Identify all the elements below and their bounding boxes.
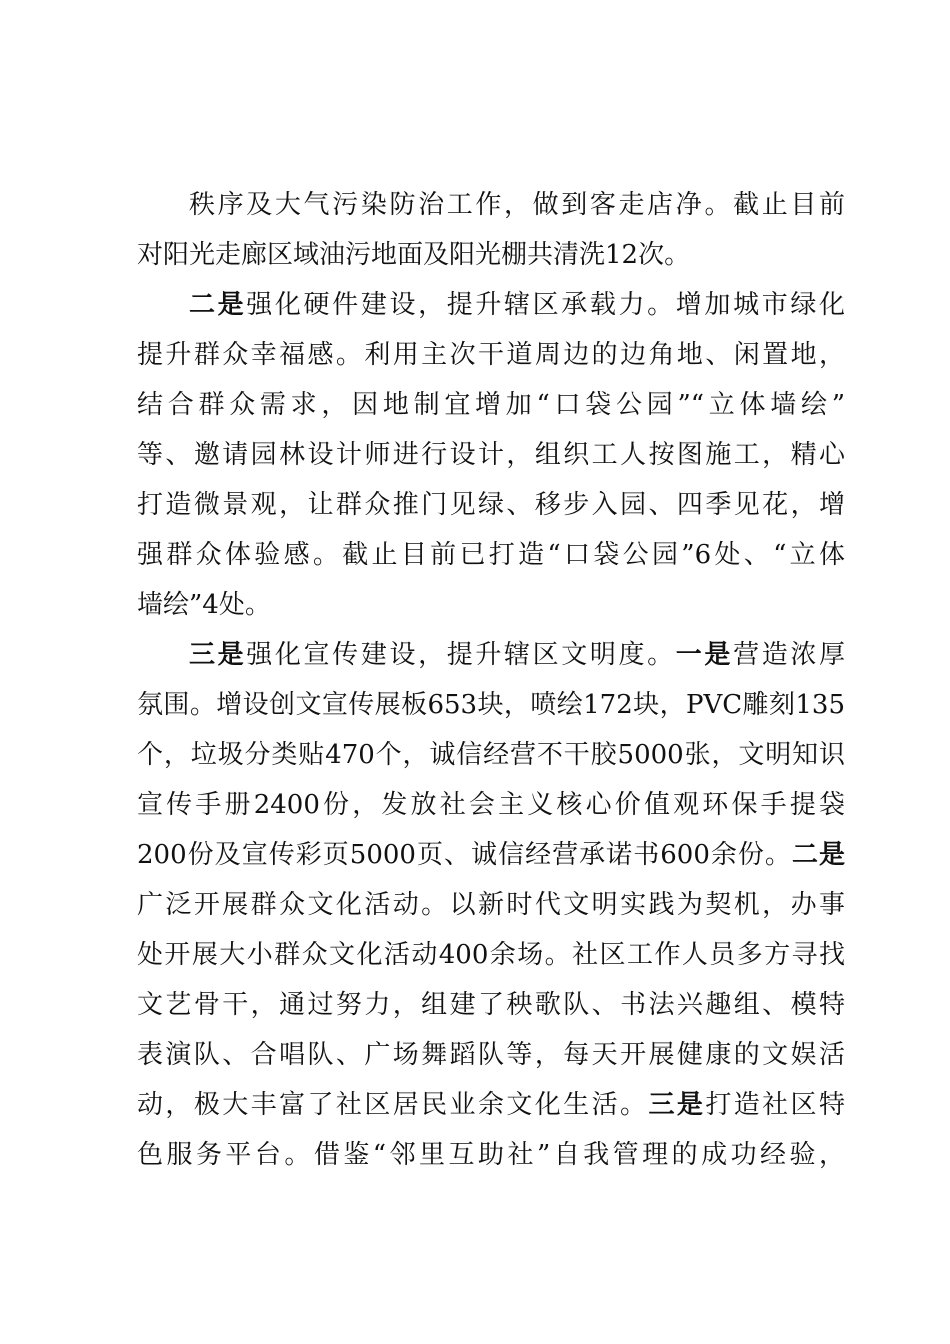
text-segment: 强化硬件建设，提升辖区承载力。增加城市绿化 — [246, 290, 845, 320]
text-line — [137, 385, 845, 425]
text-segment: 文艺骨干，通过努力，组建了秧歌队、书法兴趣组、模特 — [137, 990, 845, 1020]
text-line — [189, 185, 845, 225]
text-line — [137, 535, 845, 575]
text-segment: 表演队、合唱队、广场舞蹈队等，每天开展健康的文娱活 — [137, 1040, 845, 1070]
text-segment: 等、邀请园林设计师进行设计，组织工人按图施工，精心 — [137, 440, 845, 470]
bold-heading: 二是 — [791, 840, 845, 870]
text-segment: 打造微景观，让群众推门见绿、移步入园、四季见花，增 — [137, 490, 845, 520]
text-line — [137, 835, 845, 875]
text-segment: 动，极大丰富了社区居民业余文化生活。 — [137, 1090, 649, 1120]
text-segment: 强化宣传建设，提升辖区文明度。 — [246, 640, 676, 670]
text-segment: 营造浓厚 — [733, 640, 845, 670]
bold-heading: 一是 — [675, 640, 734, 670]
text-line — [137, 585, 845, 625]
text-line — [137, 885, 845, 925]
text-segment: 广泛开展群众文化活动。以新时代文明实践为契机，办事 — [137, 890, 845, 920]
text-line — [137, 1035, 845, 1075]
text-line — [137, 435, 845, 475]
text-line — [137, 935, 845, 975]
text-segment: 打造社区特 — [705, 1090, 845, 1120]
text-line — [137, 985, 845, 1025]
text-line — [137, 785, 845, 825]
bold-heading: 三是 — [189, 640, 247, 670]
text-segment: 处开展大小群众文化活动400余场。社区工作人员多方寻找 — [137, 940, 845, 970]
text-segment: 秩序及大气污染防治工作，做到客走店净。截止目前 — [189, 190, 845, 220]
text-line — [137, 735, 845, 775]
text-segment: 氛围。增设创文宣传展板653块，喷绘172块，PVC雕刻135 — [137, 690, 845, 720]
text-segment: 提升群众幸福感。利用主次干道周边的边角地、闲置地， — [137, 340, 845, 370]
text-line — [137, 335, 845, 375]
text-line — [137, 1085, 845, 1125]
text-segment: 对阳光走廊区域油污地面及阳光棚共清洗12次。 — [137, 240, 691, 270]
text-segment: 墙绘”4处。 — [137, 590, 271, 620]
text-line — [137, 1135, 845, 1175]
text-line — [137, 235, 845, 275]
text-line — [189, 635, 845, 675]
bold-heading: 二是 — [189, 290, 247, 320]
bold-heading: 三是 — [648, 1090, 706, 1120]
text-segment: 结合群众需求，因地制宜增加“口袋公园”“立体墙绘” — [137, 390, 845, 420]
text-line — [189, 285, 845, 325]
text-segment: 个，垃圾分类贴470个，诚信经营不干胶5000张，文明知识 — [137, 740, 845, 770]
text-segment: 宣传手册2400份，发放社会主义核心价值观环保手提袋 — [137, 790, 845, 820]
text-segment: 强群众体验感。截止目前已打造“口袋公园”6处、“立体 — [137, 540, 845, 570]
text-line — [137, 685, 845, 725]
text-line — [137, 485, 845, 525]
text-segment: 色服务平台。借鉴“邻里互助社”自我管理的成功经验， — [137, 1140, 845, 1170]
text-segment: 200份及宣传彩页5000页、诚信经营承诺书600余份。 — [137, 840, 792, 870]
